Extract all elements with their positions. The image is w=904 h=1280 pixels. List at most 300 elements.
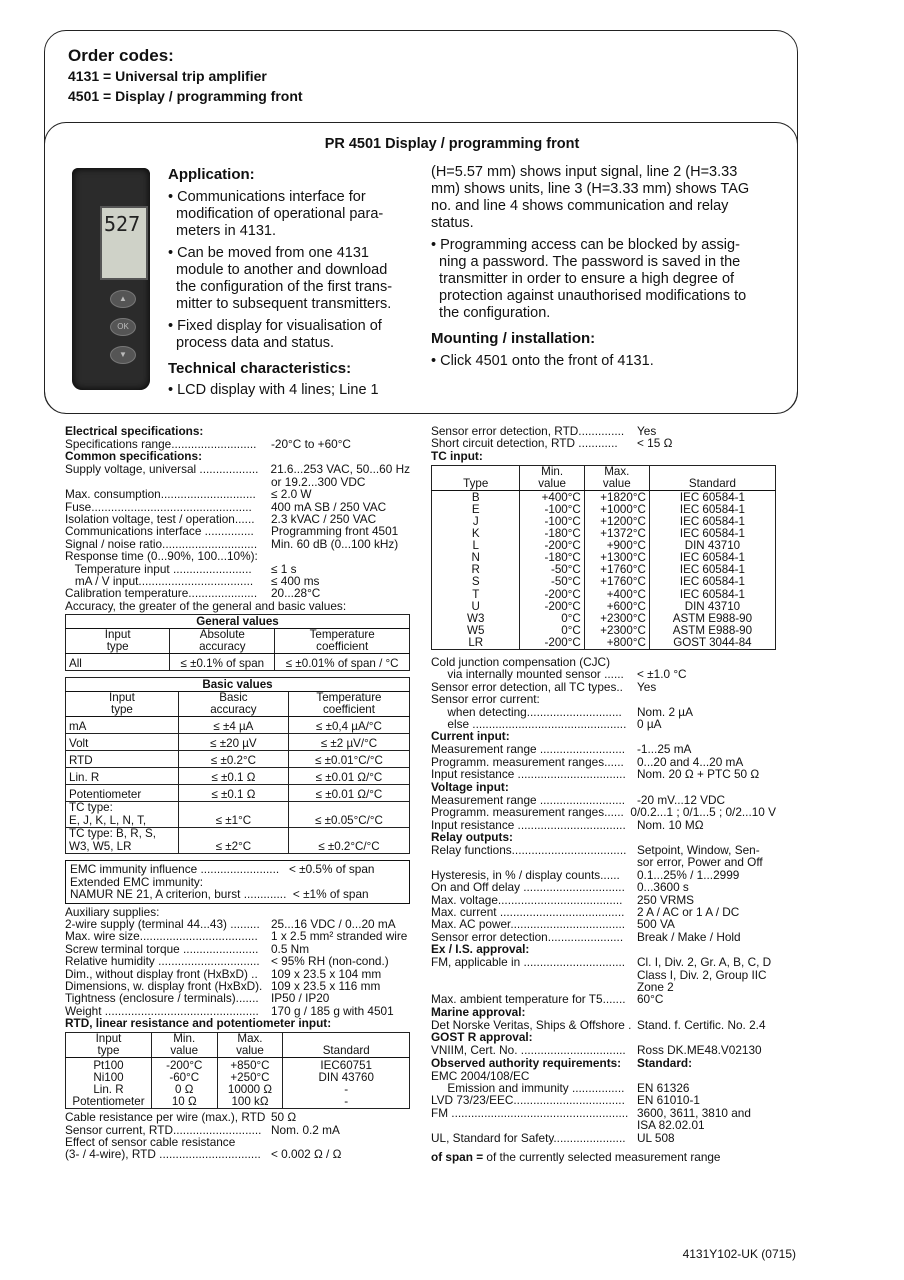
table-header xyxy=(178,692,288,717)
table-cell xyxy=(178,828,288,854)
table-cell xyxy=(178,751,288,768)
spec-row-label: Supply voltage, universal .................. xyxy=(65,462,259,477)
cell-line: +850°C xyxy=(230,1059,270,1073)
cell-line: -200°C xyxy=(544,539,581,553)
table-header-line: Temperature xyxy=(309,628,375,642)
aux-row-label: Weight ............................................... xyxy=(65,1003,259,1018)
relay-row-label: Relay functions................................... xyxy=(431,842,627,857)
aux-row-label: Screw terminal torque ....................... xyxy=(65,941,259,956)
table-cell xyxy=(66,785,179,802)
cjc-row-value: < ±1.0 °C xyxy=(637,667,687,682)
tech-line-cont: • Programming access can be blocked by assig- xyxy=(431,237,740,253)
mounting-line: • Click 4501 onto the front of 4131. xyxy=(431,353,654,369)
cell-line: ≤ ±0.01 Ω/°C xyxy=(315,787,383,801)
observed-row-label: FM ...................................................... xyxy=(431,1105,629,1120)
marine-heading: Marine approval: xyxy=(431,1004,526,1019)
table-row xyxy=(66,751,410,768)
span-note-text: of the currently selected measurement range xyxy=(483,1150,721,1165)
cell-line: ASTM E988-90 xyxy=(672,623,753,637)
observed-row-value: 3600, 3611, 3810 and xyxy=(637,1105,751,1120)
table-title: Basic values xyxy=(66,678,410,692)
emc-line: NAMUR NE 21, A criterion, burst ............. < ±1% of span xyxy=(70,887,369,902)
table-header-line: Input xyxy=(109,691,135,705)
current-row-value: Nom. 20 Ω + PTC 50 Ω xyxy=(637,767,760,782)
cell-line: ≤ ±2°C xyxy=(215,839,252,853)
table-header xyxy=(649,465,775,490)
cell-line: -50°C xyxy=(550,563,581,577)
current-row xyxy=(431,768,776,780)
table-cell xyxy=(66,654,170,671)
cell-line: ≤ ±0.01% of span / °C xyxy=(285,656,399,670)
table-header-line: Temperature xyxy=(316,691,382,705)
tech-line-cont: ning a password. The password is saved in the xyxy=(431,254,741,270)
rtd-spec-row-label: Cable resistance per wire (max.), RTD xyxy=(65,1110,266,1125)
voltage-row-value: -20 mV...12 VDC xyxy=(637,792,726,807)
table-cell xyxy=(217,1058,283,1109)
table-header xyxy=(170,629,275,654)
tech-heading: Technical characteristics: xyxy=(168,360,352,377)
voltage-row-label: Programm. measurement ranges...... xyxy=(431,805,624,820)
table-cell xyxy=(178,717,288,734)
cell-line: -200°C xyxy=(544,587,581,601)
cell-line: W3, W5, LR xyxy=(69,839,132,853)
tech-line-cont: the configuration. xyxy=(431,305,551,321)
relay-row-value: 0...3600 s xyxy=(637,880,689,895)
tech-line-cont: mm) shows units, line 3 (H=3.33 mm) shows TAG xyxy=(431,181,750,197)
spec-row-value: Programming front 4501 xyxy=(271,524,399,539)
table-header xyxy=(217,1033,283,1058)
table-row xyxy=(66,717,410,734)
table-cell xyxy=(275,654,410,671)
aux-row-label: Dimensions, w. display front (HxBxD). xyxy=(65,978,263,993)
cell-line: LR xyxy=(468,635,484,649)
current-heading: Current input: xyxy=(431,729,510,744)
observed-row-label: EMC 2004/108/EC xyxy=(431,1068,530,1083)
table-header-line: coefficient xyxy=(322,703,375,717)
relay-row-value: Setpoint, Window, Sen- xyxy=(637,842,760,857)
aux-row-label: Relative humidity ............................... xyxy=(65,954,260,969)
basic-values-table xyxy=(65,677,410,854)
ex-row xyxy=(431,993,776,1005)
cell-line: N xyxy=(471,551,480,565)
cell-line: -180°C xyxy=(544,551,581,565)
observed-standard-heading: Standard: xyxy=(637,1055,693,1070)
table-cell xyxy=(288,717,409,734)
cell-line: +1300°C xyxy=(600,551,646,565)
cell-line: +400°C xyxy=(606,587,646,601)
cell-line: W3 xyxy=(467,611,485,625)
relay-row-label: On and Off delay ............................... xyxy=(431,880,625,895)
table-cell xyxy=(649,490,775,649)
marine-row-label: Det Norske Veritas, Ships & Offshore . xyxy=(431,1017,632,1032)
cell-line: Potentiometer xyxy=(72,1095,145,1109)
table-cell xyxy=(432,490,520,649)
cell-line: B xyxy=(471,490,480,504)
table-cell xyxy=(66,751,179,768)
voltage-heading: Voltage input: xyxy=(431,779,509,794)
cell-line: All xyxy=(69,656,82,670)
application-line: • Fixed display for visualisation of xyxy=(168,318,382,334)
table-row xyxy=(66,768,410,785)
table-cell xyxy=(66,734,179,751)
table-header-line: value xyxy=(538,476,566,490)
application-heading: Application: xyxy=(168,166,255,183)
spec-row-value: 2.3 kVAC / 250 VAC xyxy=(271,512,377,527)
spec-row-label: Signal / noise ratio............................. xyxy=(65,536,258,551)
cell-line: ≤ ±0,4 µA/°C xyxy=(316,719,382,733)
table-header-line: Min. xyxy=(541,464,564,478)
relay-row xyxy=(431,918,776,930)
rtd-spec-row-label: Effect of sensor cable resistance xyxy=(65,1134,236,1149)
spec-row-label: Accuracy, the greater of the general and basic values: xyxy=(65,598,347,613)
table-header-line: Max. xyxy=(604,464,630,478)
relay-row xyxy=(431,881,776,893)
spec-row xyxy=(65,525,410,537)
cell-line: IEC 60584-1 xyxy=(679,551,745,565)
observed-row xyxy=(431,1107,776,1119)
cell-line: +900°C xyxy=(606,539,646,553)
lcd-value: 527 xyxy=(104,212,141,236)
ex-row-label xyxy=(431,969,637,981)
table-header-line: Min. xyxy=(173,1032,196,1046)
ex-row xyxy=(431,956,776,968)
spec-row-label: Max. consumption............................. xyxy=(65,487,256,502)
table-header xyxy=(151,1033,217,1058)
cell-line: -50°C xyxy=(550,575,581,589)
observed-row xyxy=(431,1132,776,1144)
cell-line: -200°C xyxy=(544,635,581,649)
ex-row-value: Cl. I, Div. 2, Gr. A, B, C, D xyxy=(637,955,772,970)
cell-line: 0 Ω xyxy=(175,1083,194,1097)
aux-row-value: 25...16 VDC / 0...20 mA xyxy=(271,916,396,931)
current-row-label: Programm. measurement ranges...... xyxy=(431,754,624,769)
table-header-line: accuracy xyxy=(210,703,257,717)
application-line: the configuration of the first trans- xyxy=(168,279,393,295)
rtd-spec-row xyxy=(65,1111,410,1123)
cell-line: IEC60751 xyxy=(320,1059,372,1073)
spec-row-label: Short circuit detection, RTD ............ xyxy=(431,436,618,451)
table-header-line: type xyxy=(106,640,129,654)
cell-line: 10 Ω xyxy=(171,1095,197,1109)
relay-row-value: Break / Make / Hold xyxy=(637,929,741,944)
spec-row-value: 20...28°C xyxy=(271,586,321,601)
spec-row xyxy=(431,437,776,449)
table-header xyxy=(432,465,520,490)
marine-row-value: Stand. f. Certific. No. 2.4 xyxy=(637,1017,766,1032)
spec-row-label: Response time (0...90%, 100...10%): xyxy=(65,549,258,564)
tech-line: • LCD display with 4 lines; Line 1 xyxy=(168,382,379,398)
table-header-line: type xyxy=(97,1044,120,1058)
order-heading: Order codes: xyxy=(68,46,174,65)
cell-line: -60°C xyxy=(169,1071,200,1085)
spec-row-label: Isolation voltage, test / operation...... xyxy=(65,512,255,527)
cell-line: ≤ ±0.1 Ω xyxy=(211,770,256,784)
cell-line: Lin. R xyxy=(69,770,100,784)
spec-row-value: < 15 Ω xyxy=(637,436,673,451)
table-header-line: Standard xyxy=(322,1044,370,1058)
emc-line: Extended EMC immunity: xyxy=(70,874,204,889)
device-ok-button: OK xyxy=(110,318,136,336)
table-cell xyxy=(66,768,179,785)
aux-row-value: 0.5 Nm xyxy=(271,941,310,956)
cell-line: IEC 60584-1 xyxy=(679,587,745,601)
table-cell xyxy=(288,734,409,751)
table-header-line: Basic xyxy=(219,691,248,705)
cell-line: IEC 60584-1 xyxy=(679,502,745,516)
relay-row-value: 2 A / AC or 1 A / DC xyxy=(637,904,740,919)
cjc-row-label: when detecting............................. xyxy=(431,704,622,719)
aux-row-label: Tightness (enclosure / terminals)....... xyxy=(65,991,259,1006)
relay-row-label: Max. current ...................................... xyxy=(431,904,625,919)
table-header-line: accuracy xyxy=(199,640,246,654)
cell-line: GOST 3044-84 xyxy=(673,635,752,649)
observed-row-value: EN 61010-1 xyxy=(637,1093,700,1108)
rtd-spec-row-value: 50 Ω xyxy=(271,1110,297,1125)
application-line: process data and status. xyxy=(168,335,335,351)
aux-row xyxy=(65,992,410,1004)
table-cell xyxy=(288,802,409,828)
aux-row-value: IP50 / IP20 xyxy=(271,991,330,1006)
emc-box xyxy=(65,860,410,903)
table-header-line: Input xyxy=(95,1032,122,1046)
left-column xyxy=(65,425,410,1161)
tech-line-cont: transmitter in order to ensure a high degree of xyxy=(431,271,735,287)
cell-line: L xyxy=(472,539,479,553)
table-cell xyxy=(288,768,409,785)
table-cell xyxy=(283,1058,410,1109)
mounting-heading: Mounting / installation: xyxy=(431,330,596,347)
ex-heading: Ex / I.S. approval: xyxy=(431,942,530,957)
cell-line: Volt xyxy=(69,736,89,750)
spec-row-value: -20°C to +60°C xyxy=(271,437,351,451)
spec-row xyxy=(65,587,410,599)
cell-line: DIN 43760 xyxy=(318,1071,374,1085)
tech-continued xyxy=(431,164,749,322)
table-header xyxy=(288,692,409,717)
cell-line: E, J, K, L, N, T, xyxy=(69,813,147,827)
ex-row-value: Class I, Div. 2, Group IIC xyxy=(637,967,767,982)
table-cell xyxy=(151,1058,217,1109)
table-row xyxy=(66,828,410,854)
table-header-line: value xyxy=(602,476,631,490)
ex-row-value: Zone 2 xyxy=(637,979,674,994)
observed-row xyxy=(431,1094,776,1106)
relay-row-label: Sensor error detection....................... xyxy=(431,929,624,944)
table-header xyxy=(584,465,649,490)
cell-line: ≤ ±0.2°C xyxy=(210,753,256,767)
application-line: • Can be moved from one 4131 xyxy=(168,245,369,261)
spec-row-label: Temperature input ........................ xyxy=(65,561,252,576)
rtd-spec-row-value: < 0.002 Ω / Ω xyxy=(271,1147,342,1162)
cell-line: ≤ ±0.1% of span xyxy=(180,656,265,670)
cell-line: mA xyxy=(69,719,87,733)
relay-row-label: Max. AC power................................... xyxy=(431,917,626,932)
table-cell xyxy=(288,785,409,802)
cell-line: ≤ ±1°C xyxy=(215,813,252,827)
rtd-table xyxy=(65,1032,410,1109)
gost-row-value: Ross DK.ME48.V02130 xyxy=(637,1043,762,1058)
aux-row xyxy=(65,955,410,967)
observed-row-label xyxy=(431,1119,637,1131)
aux-row-label: Max. wire size.................................... xyxy=(65,929,258,944)
observed-row-value: EN 61326 xyxy=(637,1081,690,1095)
spec-row-value: 21.6...253 VAC, 50...60 Hz xyxy=(270,462,410,477)
right-column xyxy=(431,425,776,1164)
table-header-line: Absolute xyxy=(199,628,245,642)
cell-line: Pt100 xyxy=(93,1059,124,1073)
cell-line: +800°C xyxy=(606,635,646,649)
cell-line: ≤ ±4 µA xyxy=(213,719,254,733)
rtd-heading: RTD, linear resistance and potentiometer input: xyxy=(65,1016,332,1031)
voltage-row xyxy=(431,806,776,818)
cjc-row xyxy=(431,668,776,680)
order-line-1: 4131 = Universal trip amplifier xyxy=(68,68,267,84)
cjc-row xyxy=(431,693,776,705)
cell-line: S xyxy=(471,575,480,589)
current-row-label: Input resistance ................................. xyxy=(431,767,626,782)
ex-row-label: FM, applicable in ............................... xyxy=(431,955,626,970)
tech-line-cont: protection against unauthorised modifications to xyxy=(431,288,747,304)
spec-row-value: Yes xyxy=(637,424,657,438)
cjc-row-label: Cold junction compensation (CJC) xyxy=(431,655,610,670)
cjc-row-value: Yes xyxy=(637,679,657,694)
aux-row-value: < 95% RH (non-cond.) xyxy=(271,954,389,969)
table-cell xyxy=(170,654,275,671)
relay-row-value: 250 VRMS xyxy=(637,892,695,907)
rtd-spec-row xyxy=(65,1148,410,1160)
table-header xyxy=(283,1033,410,1058)
cjc-row-label: Sensor error current: xyxy=(431,692,540,707)
cell-line: - xyxy=(344,1095,349,1109)
spec-row-value: Min. 60 dB (0...100 kHz) xyxy=(271,536,399,551)
voltage-row-value: 0/0.2...1 ; 0/1...5 ; 0/2...10 V xyxy=(630,805,776,820)
cell-line: ASTM E988-90 xyxy=(672,611,753,625)
spec-row-value: ≤ 400 ms xyxy=(271,574,320,589)
cjc-row-value: Nom. 2 µA xyxy=(637,704,693,719)
cell-line: ≤ ±0.01 Ω/°C xyxy=(315,770,383,784)
table-header-line: Input xyxy=(104,628,131,642)
cell-line: +1000°C xyxy=(600,502,646,516)
tc-heading: TC input: xyxy=(431,448,483,463)
table-row xyxy=(66,785,410,802)
cell-line: +600°C xyxy=(606,599,646,613)
cell-line: J xyxy=(472,515,479,528)
order-line-2: 4501 = Display / programming front xyxy=(68,88,303,104)
rtd-spec-row-label: (3- / 4-wire), RTD ............................... xyxy=(65,1147,261,1162)
observed-row-label: UL, Standard for Safety...................... xyxy=(431,1130,626,1145)
application-line: mitter to subsequent transmitters. xyxy=(168,296,392,312)
cell-line: ≤ ±0.1 Ω xyxy=(211,787,256,801)
electrical-heading: Electrical specifications: xyxy=(65,424,204,438)
tech-line-cont: status. xyxy=(431,215,474,231)
cell-line: +1372°C xyxy=(600,527,646,541)
spec-row-label: Specifications range.......................... xyxy=(65,437,257,451)
table-header xyxy=(275,629,410,654)
cell-line: +2300°C xyxy=(600,623,646,637)
application-line: modification of operational para- xyxy=(168,206,384,222)
cell-line: Potentiometer xyxy=(69,787,142,801)
aux-row-label: Dim., without display front (HxBxD) .. xyxy=(65,966,258,981)
cjc-row-label: via internally mounted sensor ...... xyxy=(431,667,624,682)
cell-line: -100°C xyxy=(544,515,581,528)
rtd-spec-row-value: Nom. 0.2 mA xyxy=(271,1122,340,1137)
aux-row-label: Auxiliary supplies: xyxy=(65,904,160,919)
observed-heading-row xyxy=(431,1057,776,1070)
general-values-table xyxy=(65,614,410,671)
application-line: module to another and download xyxy=(168,262,388,278)
cell-line: +250°C xyxy=(230,1071,270,1085)
cell-line: IEC 60584-1 xyxy=(679,490,745,504)
table-cell xyxy=(66,717,179,734)
cell-line: TC type: B, R, S, xyxy=(69,827,156,841)
aux-row-value: 109 x 23.5 x 116 mm xyxy=(271,978,381,993)
observed-row-label: LVD 73/23/EEC.................................. xyxy=(431,1093,625,1108)
relay-row xyxy=(431,856,776,868)
front-title: PR 4501 Display / programming front xyxy=(324,136,580,152)
gost-row xyxy=(431,1044,776,1056)
cell-line: -200°C xyxy=(166,1059,203,1073)
gost-heading: GOST R approval: xyxy=(431,1030,533,1045)
application-line: meters in 4131. xyxy=(168,223,276,239)
spec-row-label: mA / V input................................... xyxy=(65,574,254,589)
cell-line: U xyxy=(471,599,480,613)
cell-line: -100°C xyxy=(544,502,581,516)
table-header xyxy=(66,1033,152,1058)
observed-row-label: Emission and immunity ................ xyxy=(431,1081,625,1095)
table-cell xyxy=(178,734,288,751)
device-up-button: ▲ xyxy=(110,290,136,308)
table-header xyxy=(520,465,584,490)
spec-row-label: Communications interface ............... xyxy=(65,524,254,539)
cell-line: 0°C xyxy=(561,611,581,625)
ex-row xyxy=(431,969,776,981)
aux-row-value: 109 x 23.5 x 104 mm xyxy=(271,966,382,981)
spec-row-value: or 19.2...300 VDC xyxy=(271,474,366,489)
observed-row xyxy=(431,1119,776,1131)
document-code: 4131Y102-UK (0715) xyxy=(682,1247,796,1261)
observed-row-value: ISA 82.02.01 xyxy=(637,1118,705,1133)
cell-line: DIN 43710 xyxy=(684,599,741,613)
ex-row-label: Max. ambient temperature for T5....... xyxy=(431,992,626,1007)
relay-row-label: Hysteresis, in % / display counts...... xyxy=(431,867,620,882)
current-row-value: -1...25 mA xyxy=(637,742,692,757)
observed-row-value: UL 508 xyxy=(637,1130,675,1145)
cell-line: 10000 Ω xyxy=(227,1083,273,1097)
observed-heading: Observed authority requirements: xyxy=(431,1055,622,1070)
spec-row xyxy=(65,488,410,500)
table-header-line: Standard xyxy=(688,476,736,490)
cell-line: K xyxy=(471,527,480,541)
current-row-value: 0...20 and 4...20 mA xyxy=(637,754,744,769)
cjc-row-value: 0 µA xyxy=(637,717,662,732)
spec-row-label: Sensor error detection, RTD.............. xyxy=(431,424,625,438)
cell-line: DIN 43710 xyxy=(684,539,741,553)
current-row-label: Measurement range .......................... xyxy=(431,742,626,757)
table-cell xyxy=(178,785,288,802)
ex-row-value: 60°C xyxy=(637,992,664,1007)
relay-row-label xyxy=(431,856,637,868)
cell-line: - xyxy=(344,1083,349,1097)
relay-row-value: 0.1...25% / 1...2999 xyxy=(637,867,740,882)
cell-line: +1760°C xyxy=(600,563,646,577)
emc-line: EMC immunity influence ........................ < ±0.5% of span xyxy=(70,862,375,877)
cell-line: R xyxy=(471,563,480,577)
relay-heading: Relay outputs: xyxy=(431,829,513,844)
relay-row-label: Max. voltage...................................... xyxy=(431,892,623,907)
cjc-row-label: else ............................................... xyxy=(431,717,627,732)
cell-line: E xyxy=(471,502,480,516)
cell-line: +1200°C xyxy=(600,515,646,528)
